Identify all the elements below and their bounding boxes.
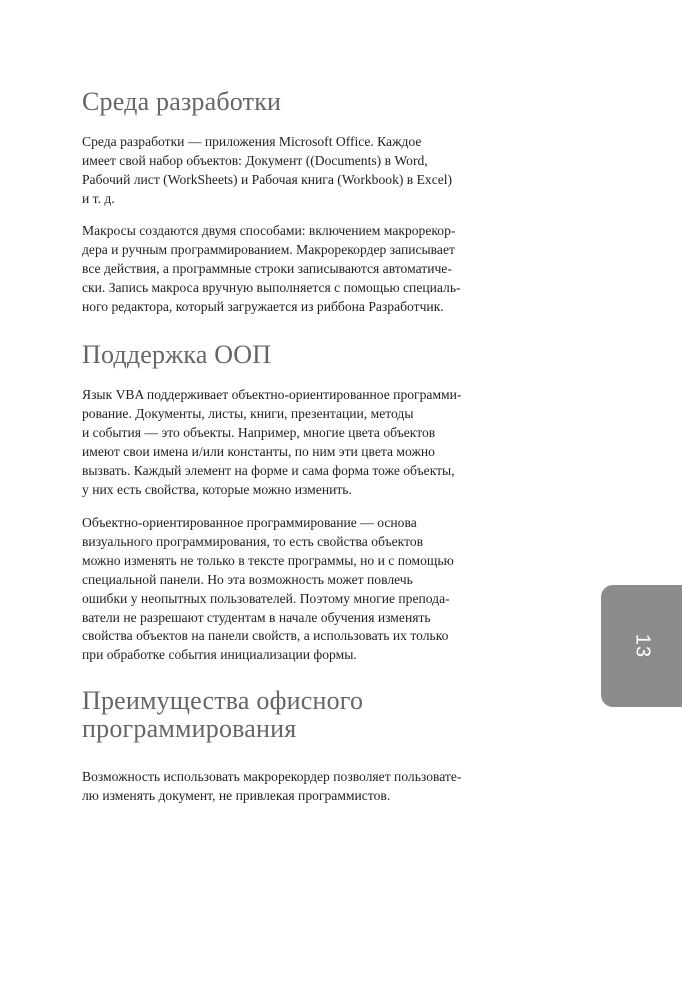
text-line: дера и ручным программированием. Макрорекордер записывает: [82, 241, 455, 257]
text-line: можно изменять не только в тексте программы, но и с помощью: [82, 552, 454, 568]
heading-line: Преимущества офисного: [82, 686, 364, 715]
section-heading-office-programming-advantages: [82, 687, 363, 743]
section-heading-oop-support: Поддержка ООП: [82, 340, 272, 369]
text-line: свойства объектов на панели свойств, а использовать их только: [82, 628, 449, 644]
text-line: ски. Запись макроса вручную выполняется с помощью специаль-: [82, 279, 461, 295]
text-line: имеют свои имена и/или константы, по ним эти цвета можно: [82, 443, 435, 459]
section-heading-dev-environment: Среда разработки: [82, 87, 282, 116]
paragraph-oop-2: [82, 514, 502, 665]
text-line: Макросы создаются двумя способами: включением макрорекор-: [82, 223, 456, 238]
page-number: 13: [631, 633, 653, 659]
text-line: у них есть свойства, которые можно изменить.: [82, 481, 352, 497]
text-line: специальной панели. Но эта возможность может повлечь: [82, 571, 413, 587]
paragraph-advantages-1: [82, 768, 502, 806]
text-line: вызвать. Каждый элемент на форме и сама форма тоже объекты,: [82, 462, 455, 478]
paragraph-oop-1: [82, 386, 502, 499]
paragraph-dev-environment-1: [82, 133, 502, 209]
text-line: при обработке события инициализации формы.: [82, 647, 357, 663]
text-line: рование. Документы, листы, книги, презентации, методы: [82, 405, 414, 421]
text-line: лю изменять документ, не привлекая программистов.: [82, 787, 391, 803]
text-line: имеет свой набор объектов: Документ ((Documents) в Word,: [82, 152, 428, 168]
paragraph-dev-environment-2: [82, 222, 502, 317]
text-line: и т. д.: [82, 190, 115, 206]
text-line: и события — это объекты. Например, многие цвета объектов: [82, 424, 436, 440]
page-number-tab: [601, 585, 682, 707]
text-line: все действия, а программные строки записываются автоматиче-: [82, 260, 452, 276]
text-line: визуального программирования, то есть свойства объектов: [82, 533, 424, 549]
text-line: Объектно-ориентированное программирование — основа: [82, 515, 417, 530]
text-line: Рабочий лист (WorkSheets) и Рабочая книга (Workbook) в Excel): [82, 171, 453, 187]
text-line: Язык VBA поддерживает объектно-ориентированное программи-: [82, 387, 462, 402]
text-line: Среда разработки — приложения Microsoft Office. Каждое: [82, 134, 422, 149]
text-line: Возможность использовать макрорекордер позволяет пользовате-: [82, 769, 462, 784]
text-line: ошибки у неопытных пользователей. Поэтому многие препода-: [82, 590, 450, 606]
text-line: ного редактора, который загружается из риббона Разработчик.: [82, 298, 444, 314]
text-line: ватели не разрешают студентам в начале обучения изменять: [82, 609, 431, 625]
heading-line: программирования: [82, 714, 297, 743]
